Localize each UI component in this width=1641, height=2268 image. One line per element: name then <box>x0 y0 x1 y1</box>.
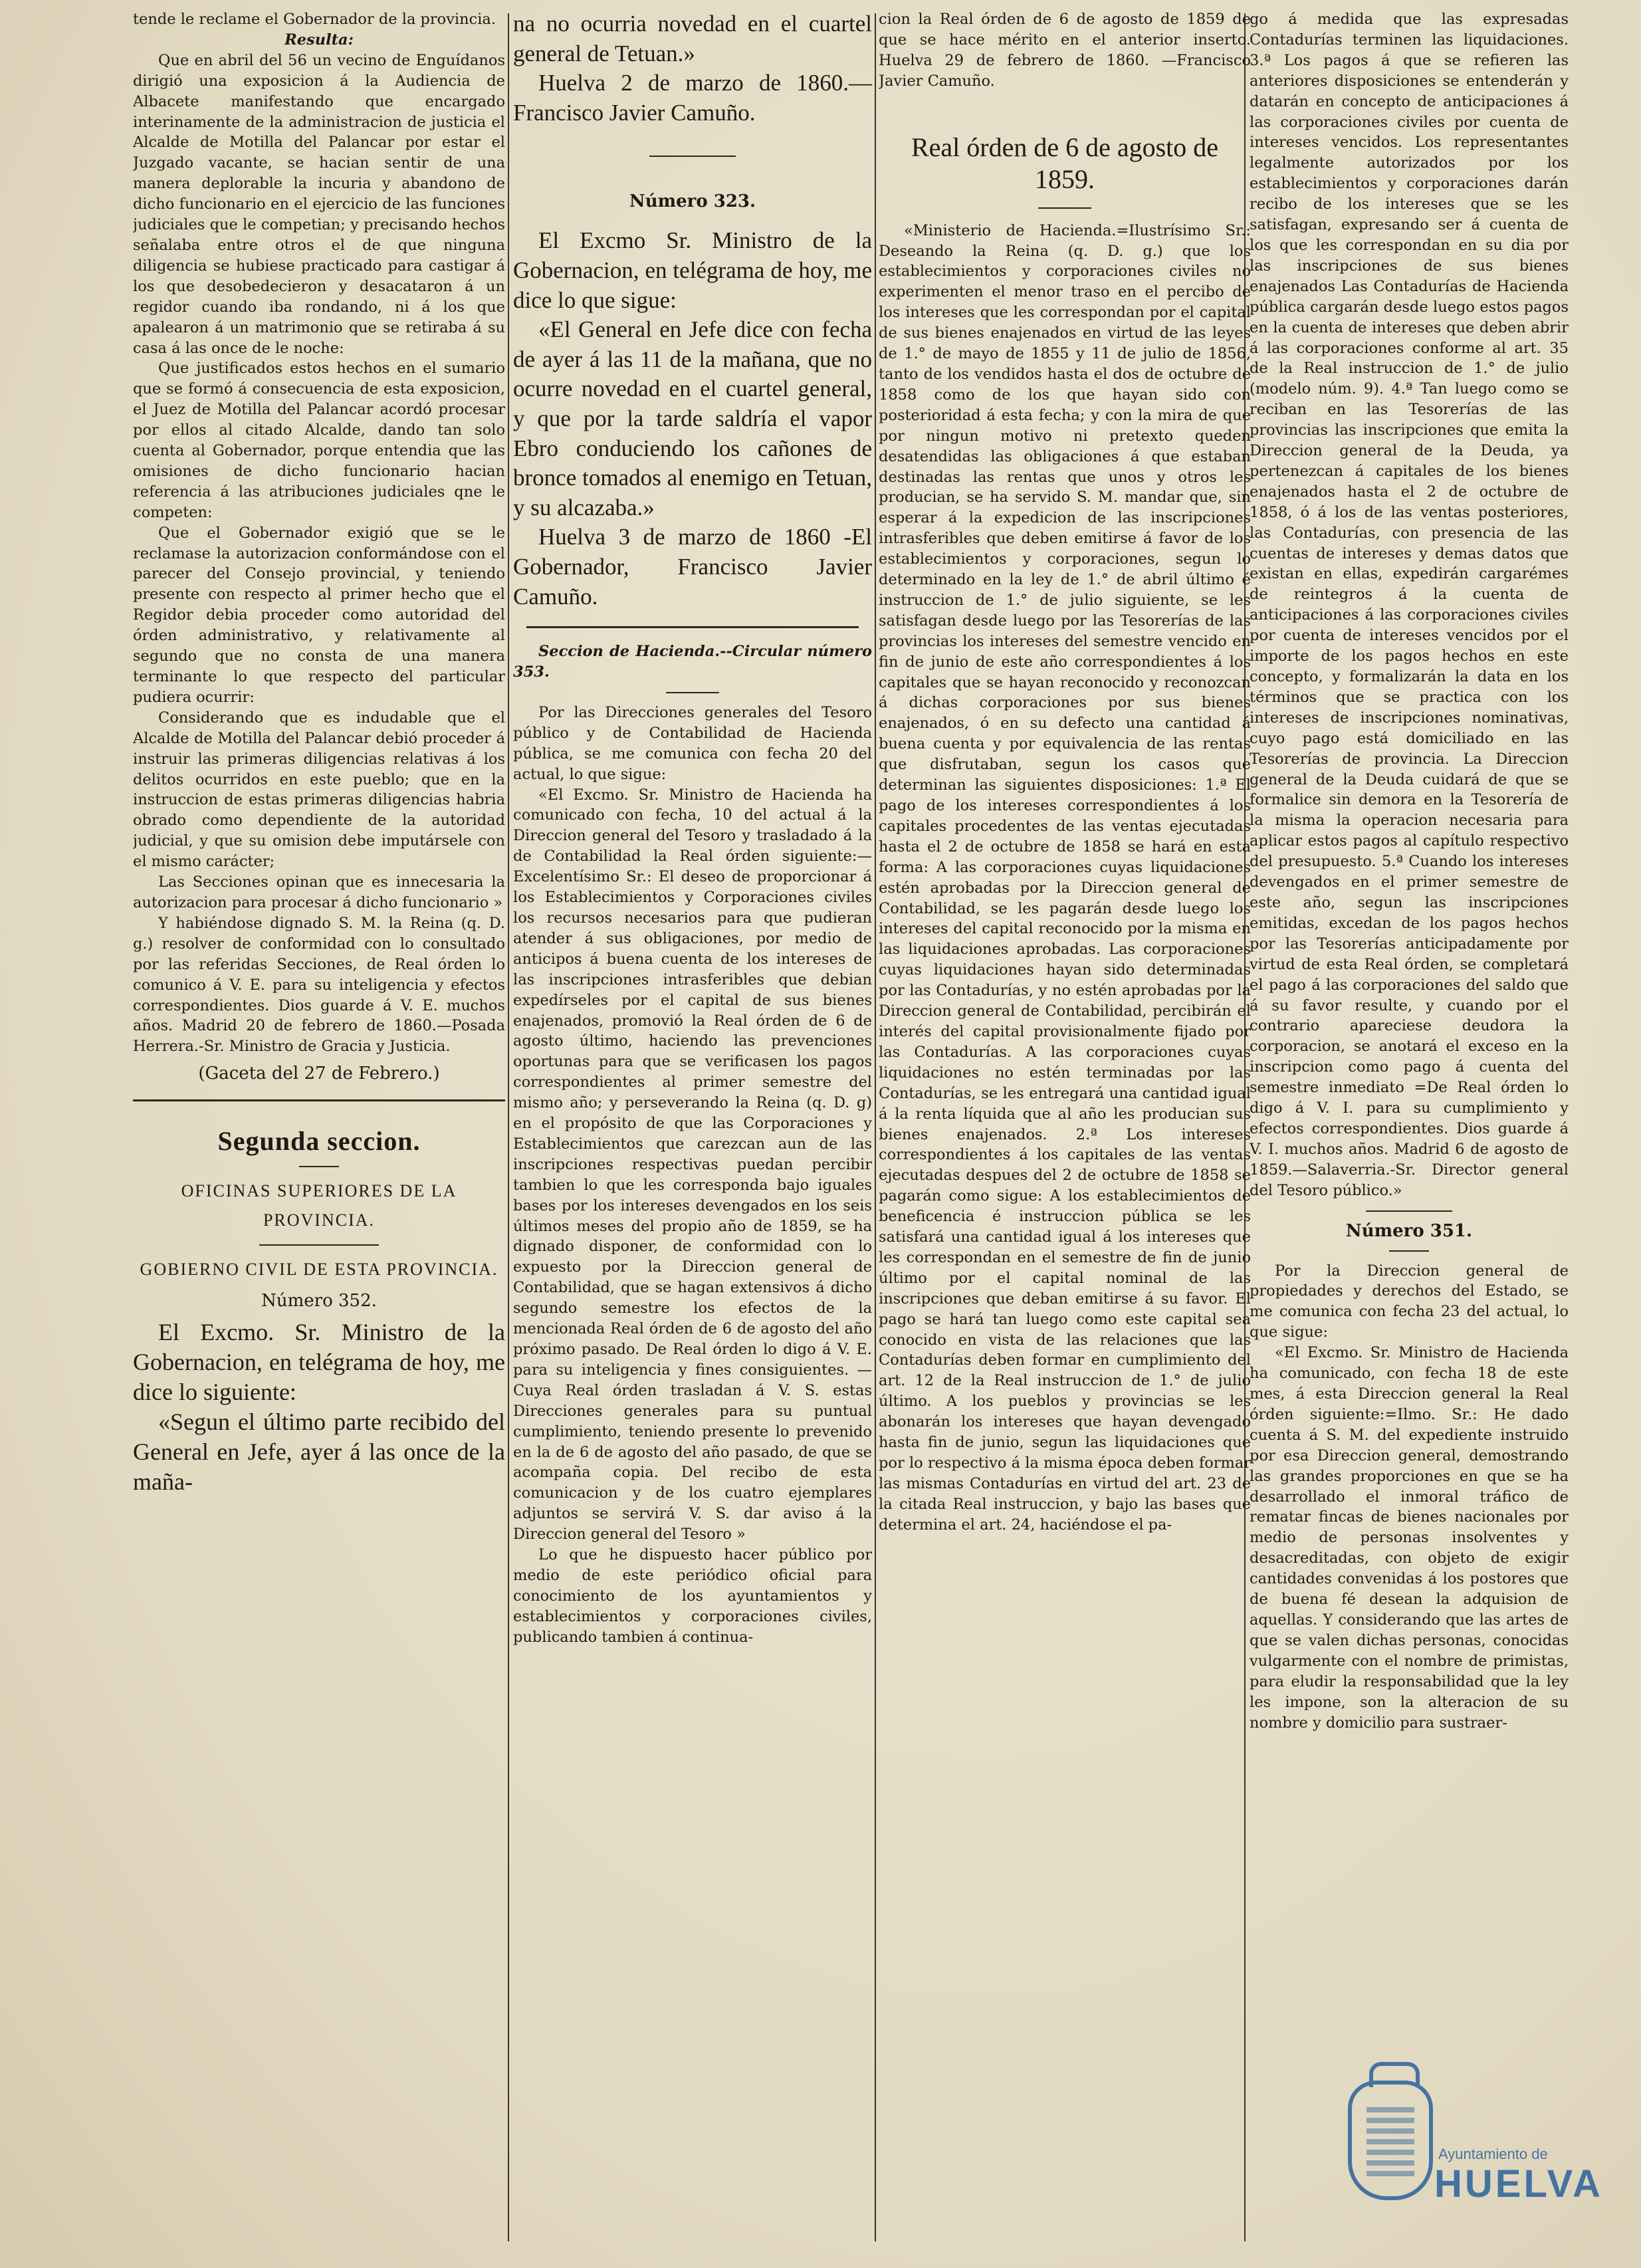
paragraph: Huelva 2 de marzo de 1860.—Francisco Javier Camuño. <box>513 70 872 126</box>
paragraph: go á medida que las expresadas Contadurías terminen las liquidaciones. 3.ª Los pagos á que se refieren las anteriores disposiciones se entenderán y datarán en concepto de anticipaciones á las corporaciones civiles por cuenta de intereses vencidos. Los representantes legalmente autorizados por los establecimientos y corporaciones darán recibo de los intereses que se les satisfagan, expresando ser á cuenta de los que les correspondan en su dia por las inscripciones de sus bienes enajenados Las Contadurías de Hacienda pública cargarán desde luego estos pagos en la cuenta de intereses que deben abrir á las corporaciones conforme al art. 35 de la Real instruccion de 1.° de julio (modelo núm. 9). 4.ª Tan luego como se reciban en las Tesorerías de las provincias las inscripciones que emita la Direccion general de la Deuda, ya pertenezcan á capitales de los bienes enajenados hasta el 2 de octubre de 1858, ó á los de las ventas posteriores, las Contadurías, con presencia de las cuentas de intereses y demas datos que existan en ellas, expedirán cargarémes de reintegros á la cuenta de anticipaciones á las corporaciones civiles por cuenta de intereses vencidos por el importe de los pagos hechos en este concepto, y formalizarán la data en los términos que se practica con los intereses de inscripciones nominativas, cuyo pago está domiciliado en las Tesorerías de provincia. La Direccion general de la Deuda cuidará de que se formalice sin demora en la Tesorería de la misma la operacion necesaria para aplicar estos pagos al capítulo respectivo del presupuesto. 5.ª Cuando los intereses devengados en el primer semestre de este año, segun las inscripciones emitidas, excedan de los pagos hechos por las Tesorerías anticipadamente por virtud de esta Real órden, se completará el pago á las corporaciones del saldo que á su favor resulte, y cuando por el contrario apareciese deudora la corporacion, se anotará el exceso en la inscripcion como pago á cuenta del semestre inmediato =De Real órden lo digo á V. I. para su cumplimiento y efectos correspondientes. Dios guarde á V. I. muchos años. Madrid 6 de agosto de 1859.—Salaverria.-Sr. Director general del Tesoro público.» <box>1250 11 1569 1199</box>
office-heading: OFICINAS SUPERIORES DE LA PROVINCIA. <box>181 1181 457 1230</box>
watermark-label: Ayuntamiento de <box>1438 2146 1548 2162</box>
paragraph: Que el Gobernador exigió que se le reclamase la autorizacion conformándose con el parecer del Consejo provincial, y teniendo presente con respecto al primer hecho que el Regidor debia proceder como autoridad del órden administrativo, y relativamente al segundo que no consta de una manera terminante lo que respecto del particular pudiera ocurrir: <box>133 524 505 706</box>
paragraph: «Ministerio de Hacienda.=Ilustrísimo Sr.: Deseando la Reina (q. D. g.) que los establecimientos y corporaciones civiles no experimenten el menor traso en el percibo de los intereses que les correspondan por el capital de sus bienes enajenados en virtud de las leyes de 1.° de mayo de 1855 y 11 de julio de 1856, tanto de los vendidos hasta el dos de octubre de 1858 como de los que hayan sido con posterioridad á esta fecha; y con la mira de que por ningun motivo ni pretexto queden desatendidas las obligaciones á que estaban destinadas las rentas que unos y otros les producian, se ha servido S. M. mandar que, sin esperar á la expedicion de las inscripciones intrasferibles que deben emitirse á favor de los establecimientos y corporaciones, segun lo determinado en la ley de 1.° de abril último é instruccion de 1.° de julio siguiente, se les satisfagan desde luego por las Tesorerías de las provincias los intereses del semestre vencido en fin de junio de este año correspondientes á los capitales que se hayan reconocido y reconozcan á dichas corporaciones por sus bienes enajenados, ó en su defecto una cantidad á buena cuenta y por equivalencia de las rentas que disfrutaban, segun los casos que determinan las siguientes disposiciones: 1.ª El pago de los intereses correspondientes á los capitales procedentes de las ventas ejecutadas hasta el 2 de octubre de 1858 se hará en esta forma: A las corporaciones cuyas liquidaciones estén aprobadas por la Direccion general de Contabilidad, se les pagarán desde luego los intereses del capital reconocido por la misma en las liquidaciones aprobadas. Las corporaciones cuyas liquidaciones hayan sido determinadas por las Contadurías, y no estén aprobadas por la Direccion general de Contabilidad, percibirán el interés del capital provisionalmente fijado por las Contadurías. A las corporaciones cuyas liquidaciones no estén terminadas por las Contadurías, se les entregará una cantidad igual á la renta líquida que al año les producian sus bienes enajenados. 2.ª Los intereses correspondientes á los capitales de las ventas ejecutadas despues del 2 de octubre de 1858 se pagarán como sigue: A los establecimientos de beneficencia é instruccion pública se les satisfará una cantidad igual á los intereses que les correspondan en el semestre de fin de junio último por el capital nominal de las inscripciones que deban emitirse á su favor. El pago se hará tan luego como este capital sea conocido en vista de las relaciones que las Contadurías deben formar en cumplimiento del art. 12 de la Real instruccion de 1.° de julio último. A los pueblos y provincias se les abonarán los intereses que hayan devengado hasta fin de junio, segun las liquidaciones que por lo respectivo á la misma época deben formar las mismas Contadurías en virtud del art. 23 de la citada Real instruccion, y bajo las bases que determina el art. 24, haciéndose el pa- <box>879 221 1251 1533</box>
notice-number: Número 351. <box>1345 1220 1473 1241</box>
paragraph: Las Secciones opinan que es innecesaria la autorizacion para procesar á dicho funcionario » <box>133 873 505 911</box>
paragraph: Por la Direccion general de propiedades y derechos del Estado, se me comunica con fecha 23 del actual, lo que sigue: <box>1250 1262 1569 1341</box>
paragraph: na no ocurria novedad en el cuartel general de Tetuan.» <box>513 11 872 66</box>
paragraph: cion la Real órden de 6 de agosto de 1859 de que se hace mérito en el anterior inserto. Huelva 29 de febrero de 1860. —Francisco Javier Camuño. <box>879 11 1251 90</box>
separator <box>299 1166 339 1167</box>
section-heading: Seccion de Hacienda.--Circular número 353. <box>513 643 872 681</box>
city-seal-icon <box>1348 2081 1433 2200</box>
paragraph: Por las Direcciones generales del Tesoro público y de Contabilidad de Hacienda pública, se me comunica con fecha 20 del actual, lo que sigue: <box>513 703 872 783</box>
column-rule <box>508 13 509 2241</box>
notice-number: Número 352. <box>261 1291 377 1311</box>
paragraph: «El Excmo. Sr. Ministro de Hacienda ha comunicado, con fecha 18 de este mes, á esta Direccion general la Real órden siguiente:=Ilmo. Sr.: He dado cuenta á S. M. del expediente instruido por esa Direccion general, demostrando las grandes proporciones en que se ha desarrollado el inmoral tráfico de rematar fincas de bienes nacionales por medio de personas insolventes y desacreditadas, con objeto de exigir cantidades convenidas á los postores que de buena fé desean la adquision de aquellas. Y considerando que las artes de que se valen dichas personas, conocidas vulgarmente con el nombre de primistas, para eludir la responsabilidad que la ley les impone, son la alteracion de su nombre y domicilio para sustraer- <box>1250 1344 1569 1732</box>
watermark-title: HUELVA <box>1434 2162 1603 2206</box>
decree-title: Real órden de 6 de agosto de 1859. <box>911 132 1219 194</box>
paragraph: Y habiéndose dignado S. M. la Reina (q. D. g.) resolver de conformidad con lo consultado por las referidas Secciones, de Real órden lo comunico á V. E. para su inteligencia y efectos correspondientes. Dios guarde á V. E. muchos años. Madrid 20 de febrero de 1860.—Posada Herrera.-Sr. Ministro de Gracia y Justicia. <box>133 914 505 1056</box>
separator <box>649 156 736 157</box>
column-2 <box>513 9 872 2241</box>
paragraph: tende le reclame el Gobernador de la provincia. <box>133 11 496 28</box>
paragraph: El Excmo Sr. Ministro de la Gobernacion, en telégrama de hoy, me dice lo que sigue: <box>513 227 872 313</box>
column-4 <box>1250 9 1569 2241</box>
column-3 <box>879 9 1251 2241</box>
notice-number: Número 323. <box>629 191 756 212</box>
column-rule <box>875 13 876 2241</box>
paragraph: «El Excmo. Sr. Ministro de Hacienda ha comunicado con fecha, 10 del actual á la Direccion general del Tesoro y trasladado á la de Contabilidad la Real órden siguiente:—Excelentísimo Sr.: El deseo de proporcionar á los Establecimientos y Corporaciones civiles los recursos necesarios para que pudieran atender á sus obligaciones, por medio de anticipos á buena cuenta de los intereses de las inscripciones intrasferibles que debian expedírseles por el capital de sus bienes enajenados, promovió la Real órden de 6 de agosto último, haciendo las prevenciones oportunas para que se verificasen los pagos correspondientes al primer semestre del mismo año; y perseverando la Reina (q. D. g) en el propósito de que las Corporaciones y Establecimientos que carezcan aun de las inscripciones respectivas puedan percibir tambien lo que les corresponda bajo iguales bases por los intereses devengados en los seis últimos meses del propio año de 1859, se ha dignado disponer, de conformidad con lo expuesto por la Direccion general de Contabilidad, que se hagan extensivos á dicho segundo semestre los efectos de la mencionada Real órden de 6 de agosto del año próximo pasado. De Real órden lo digo á V. E. para su inteligencia y fines consiguientes. —Cuya Real órden trasladan á V. S. estas Direcciones generales para su puntual cumplimiento, teniendo presente lo prevenido en la de 6 de agosto del año pasado, de que se acompaña copia. Del recibo de esta comunicacion y de los cuatro ejemplares adjuntos se servirá V. S. dar aviso á la Direccion general del Tesoro » <box>513 786 872 1543</box>
paragraph: Huelva 3 de marzo de 1860 -El Gobernador, Francisco Javier Camuño. <box>513 524 872 610</box>
paragraph: «Segun el último parte recibido del General en Jefe, ayer á las once de la maña- <box>133 1409 505 1496</box>
separator <box>1038 207 1091 209</box>
section-title: Segunda seccion. <box>217 1126 421 1157</box>
separator <box>1389 1250 1429 1252</box>
paragraph: Que justificados estos hechos en el sumario que se formó á consecuencia de esta exposicion, el Juez de Motilla del Palancar acordó procesar por ellos al citado Alcalde, dando tan solo cuenta al Gobernador, porque entendia que las omisiones de dicho funcionario hacian referencia á las atribuciones judiciales qne le competen: <box>133 360 505 521</box>
paragraph: «El General en Jefe dice con fecha de ayer á las 11 de la mañana, que no ocurre novedad en el cuartel general, y que por la tarde saldría el vapor Ebro conduciendo los cañones de bronce tomados al enemigo en Tetuan, y su alcazaba.» <box>513 316 872 520</box>
column-1 <box>133 9 505 2241</box>
paragraph: Que en abril del 56 un vecino de Enguídanos dirigió una exposicion á la Audiencia de Albacete manifestando que encargado interinamente de la administracion de justicia el Alcalde de Motilla del Palancar por estar el Juzgado vacante, se hacian sentir de una manera deplorable la incuria y abandono de dicho funcionario en el ejercicio de las funciones judiciales que le competian; y precisando hechos señalaba entre otros el de que ninguna diligencia se hubiese practicado para castigar á los que desobedecieron y desacataron á un regidor cuando iba rondando, ni á los que apalearon á un matrimonio que se retiraba á su casa á las once de le noche: <box>133 51 505 357</box>
paragraph: El Excmo. Sr. Ministro de la Gobernacion, en telégrama de hoy, me dice lo siguiente: <box>133 1319 505 1406</box>
separator <box>1366 1210 1452 1212</box>
paragraph: Lo que he dispuesto hacer público por medio de este periódico oficial para conocimiento de los ayuntamientos y establecimientos y corporaciones civiles, publicando tambien á continua- <box>513 1546 872 1646</box>
section-separator <box>133 1099 505 1101</box>
separator <box>259 1244 379 1246</box>
government-heading: GOBIERNO CIVIL DE ESTA PROVINCIA. <box>140 1260 498 1280</box>
heading-resulta: Resulta: <box>284 31 354 49</box>
paragraph: Considerando que es indudable que el Alcalde de Motilla del Palancar debió proceder á instruir las primeras diligencias relativas á los delitos ocurridos en este pueblo; que en la instruccion de estas primeras diligencias habria obrado como dependiente de la autoridad judicial, y que su omision debe imputársele con el mismo carácter; <box>133 709 505 871</box>
gazette-reference: (Gaceta del 27 de Febrero.) <box>198 1064 440 1084</box>
separator <box>526 626 859 628</box>
separator <box>666 692 719 693</box>
